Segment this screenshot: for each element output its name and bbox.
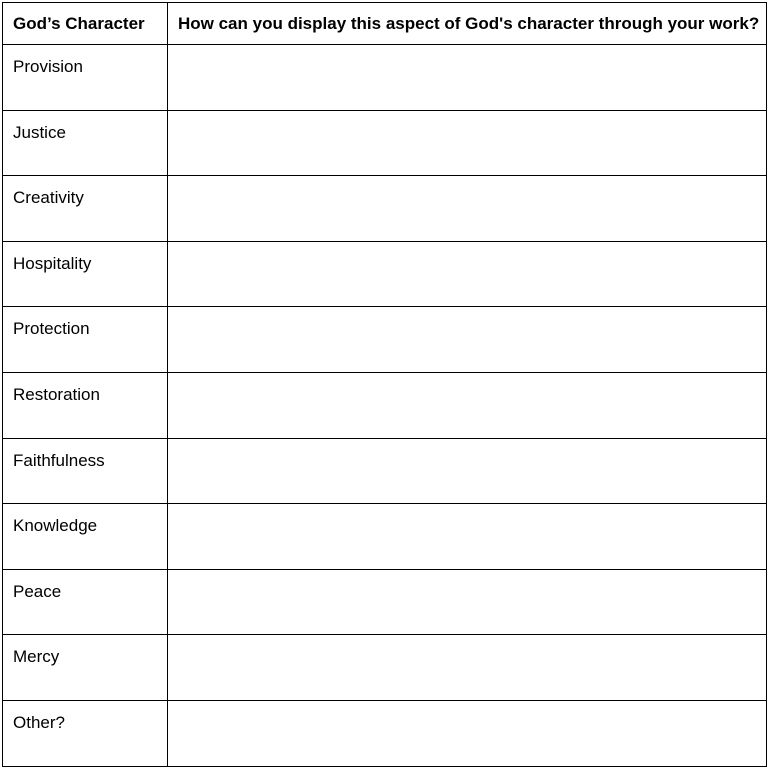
table-row — [3, 700, 767, 766]
trait-cell: Provision — [3, 45, 168, 111]
trait-cell: Justice — [3, 110, 168, 176]
table-row — [3, 176, 767, 242]
answer-cell[interactable] — [168, 372, 767, 438]
trait-cell: Restoration — [3, 372, 168, 438]
answer-cell[interactable] — [168, 110, 767, 176]
trait-cell: Peace — [3, 569, 168, 635]
answer-cell[interactable] — [168, 635, 767, 701]
trait-cell: Hospitality — [3, 241, 168, 307]
header-row — [3, 3, 767, 45]
answer-cell[interactable] — [168, 438, 767, 504]
character-worksheet-table — [2, 2, 767, 767]
answer-cell[interactable] — [168, 504, 767, 570]
answer-cell[interactable] — [168, 176, 767, 242]
table-row — [3, 307, 767, 373]
table-row — [3, 45, 767, 111]
table-row — [3, 504, 767, 570]
table-row — [3, 438, 767, 504]
table-row — [3, 241, 767, 307]
trait-cell: Mercy — [3, 635, 168, 701]
trait-cell: Creativity — [3, 176, 168, 242]
trait-cell: Faithfulness — [3, 438, 168, 504]
table-row — [3, 372, 767, 438]
answer-cell[interactable] — [168, 569, 767, 635]
table-row — [3, 110, 767, 176]
table-row — [3, 569, 767, 635]
header-how-to-display: How can you display this aspect of God's character through your work? — [168, 3, 767, 45]
table-row — [3, 635, 767, 701]
answer-cell[interactable] — [168, 700, 767, 766]
trait-cell: Other? — [3, 700, 168, 766]
header-gods-character: God’s Character — [3, 3, 168, 45]
answer-cell[interactable] — [168, 241, 767, 307]
trait-cell: Knowledge — [3, 504, 168, 570]
answer-cell[interactable] — [168, 307, 767, 373]
answer-cell[interactable] — [168, 45, 767, 111]
trait-cell: Protection — [3, 307, 168, 373]
